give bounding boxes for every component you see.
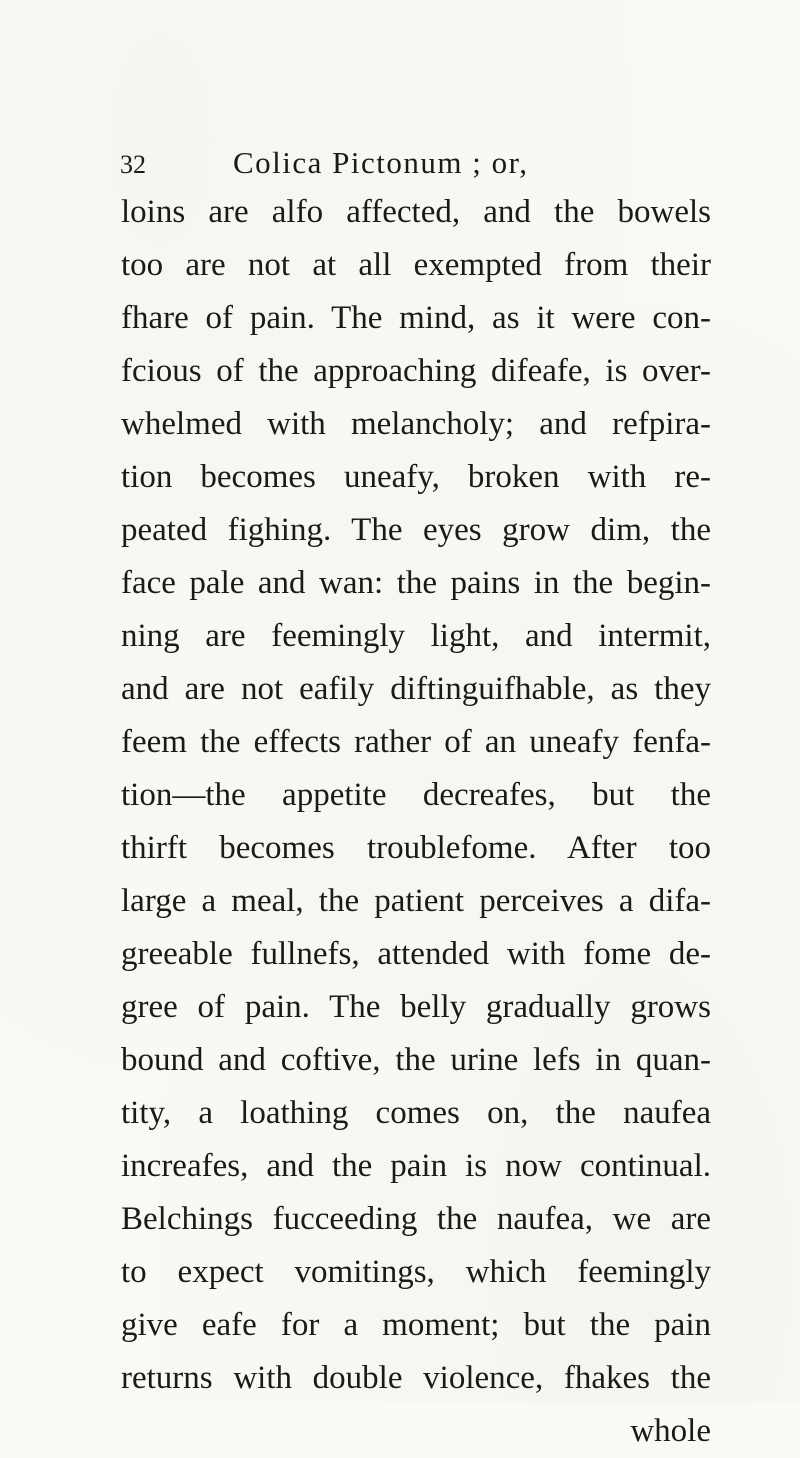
body-text <box>121 186 711 1458</box>
catchword: whole <box>630 1413 711 1449</box>
text-line: fcious of the approaching difeafe, is over- <box>121 353 711 389</box>
text-line: whelmed with melancholy; and refpira- <box>121 406 711 442</box>
text-line: feem the effects rather of an uneafy fenfa- <box>121 724 711 760</box>
text-line: tion—the appetite decreafes, but the <box>121 777 711 813</box>
text-line: ning are feemingly light, and intermit, <box>121 618 711 654</box>
text-line: peated fighing. The eyes grow dim, the <box>121 512 711 548</box>
text-line: too are not at all exempted from their <box>121 247 711 283</box>
text-line: loins are alfo affected, and the bowels <box>121 194 711 230</box>
page-number: 32 <box>120 150 146 179</box>
text-line: increafes, and the pain is now continual. <box>121 1148 711 1184</box>
text-line: and are not eafily diftinguifhable, as they <box>121 671 711 707</box>
text-line: thirft becomes troublefome. After too <box>121 830 711 866</box>
text-line: give eafe for a moment; but the pain <box>121 1307 711 1343</box>
text-line: to expect vomitings, which feemingly <box>121 1254 711 1290</box>
text-line: returns with double violence, fhakes the <box>121 1360 711 1396</box>
text-line: Belchings fucceeding the naufea, we are <box>121 1201 711 1237</box>
running-title: Colica Pictonum ; or, <box>233 145 529 180</box>
text-line: face pale and wan: the pains in the begin- <box>121 565 711 601</box>
text-line: gree of pain. The belly gradually grows <box>121 989 711 1025</box>
text-line: bound and coftive, the urine lefs in quan- <box>121 1042 711 1078</box>
text-line: greeable fullnefs, attended with fome de- <box>121 936 711 972</box>
text-line: tion becomes uneafy, broken with re- <box>121 459 711 495</box>
text-line: large a meal, the patient perceives a difa- <box>121 883 711 919</box>
text-line: tity, a loathing comes on, the naufea <box>121 1095 711 1131</box>
text-line: fhare of pain. The mind, as it were con- <box>121 300 711 336</box>
